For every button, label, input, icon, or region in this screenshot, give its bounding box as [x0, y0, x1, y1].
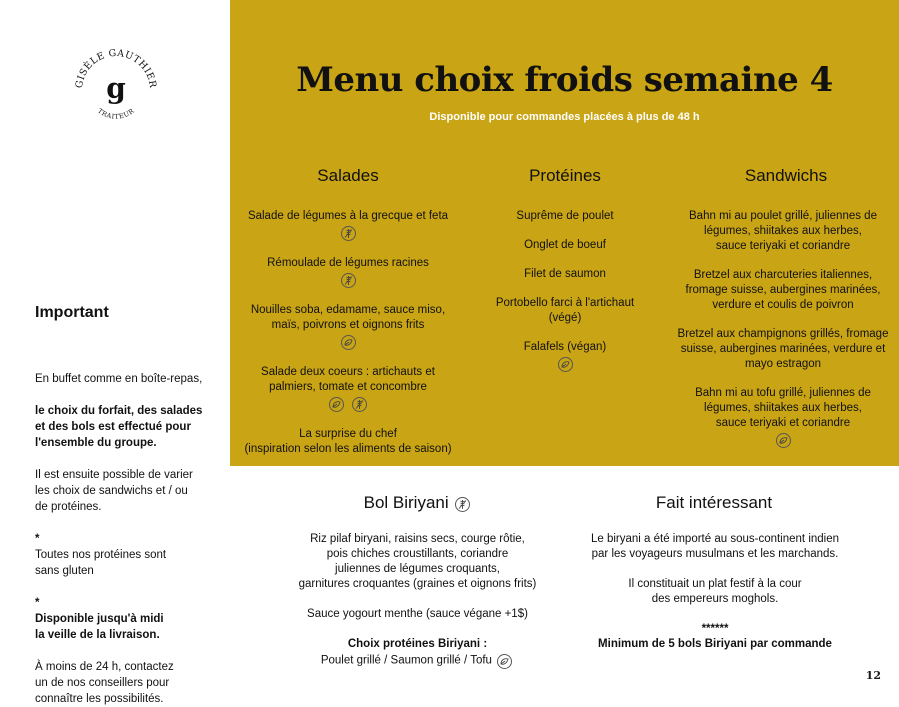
contact-note: À moins de 24 h, contactez un de nos conseillers pour connaître les possibilités. [35, 661, 174, 705]
important-sidebar [35, 305, 225, 707]
traiteur-logo [68, 38, 164, 134]
logo-seal-icon [68, 38, 164, 134]
sandwich-item: Bretzel aux champignons grillés, fromage suisse, aubergines marinées, verdure et mayo estragon [677, 328, 889, 370]
biriyani-sauce: Sauce yogourt menthe (sauce végane +1$) [307, 608, 528, 620]
fait-heading: Fait intéressant [655, 493, 773, 512]
proteine-item: Onglet de boeuf [524, 239, 606, 251]
salade-item: La surprise du chef (inspiration selon les aliments de saison) [244, 428, 452, 455]
vegan-icon [341, 335, 356, 350]
important-heading: Important [35, 304, 109, 321]
proteines-heading: Protéines [529, 166, 601, 185]
salade-item: Nouilles soba, edamame, sauce miso, maïs, poivrons et oignons frits [235, 303, 461, 351]
minimum-order-note: Minimum de 5 bols Biriyani par commande [598, 638, 832, 650]
proteine-item: Falafels (végan) [470, 340, 660, 373]
page-number: 12 [865, 669, 881, 682]
important-text: Il est ensuite possible de varier les choix de sandwichs et / ou de protéines. [35, 469, 193, 513]
page-subtitle: Disponible pour commandes placées à plus de 48 h [429, 111, 700, 123]
asterisks: ****** [701, 623, 729, 635]
salades-list [235, 209, 461, 471]
asterisk: * [35, 597, 40, 609]
asterisk: * [35, 533, 40, 545]
important-bold-text: le choix du forfait, des salades et des bols est effectué pour l'ensemble du groupe. [35, 405, 203, 449]
deadline-note: Disponible jusqu'à midi la veille de la livraison. [35, 613, 164, 641]
fait-text: Le biryani a été importé au sous-continent indien par les voyageurs musulmans et les marchands. [590, 533, 840, 560]
proteine-item: Portobello farci à l'artichaut (végé) [495, 297, 635, 324]
biriyani-section [275, 532, 560, 669]
svg-text:TRAITEUR: TRAITEUR [96, 106, 136, 121]
proteine-item: Suprême de poulet [516, 210, 614, 222]
biriyani-heading: Bol Biriyani [318, 493, 518, 513]
important-text: En buffet comme en boîte-repas, [35, 373, 203, 385]
vegan-icon [329, 397, 344, 412]
fait-section [570, 532, 860, 652]
salades-heading: Salades [317, 166, 379, 185]
page-title: Menu choix froids semaine 4 [296, 60, 833, 100]
fait-text: Il constituait un plat festif à la cour des empereurs moghols. [628, 578, 802, 605]
salade-item: Rémoulade de légumes racines [235, 256, 461, 289]
sandwichs-heading: Sandwichs [744, 166, 828, 185]
svg-text:GISÈLE GAUTHIER: GISÈLE GAUTHIER [73, 47, 159, 89]
sandwich-item: Bretzel aux charcuteries italiennes, fromage suisse, aubergines marinées, verdure et coulis de poivron [685, 269, 881, 311]
biriyani-description: Riz pilaf biryani, raisins secs, courge rôtie, pois chiches croustillants, coriandre juliennes de légumes croquants, garnitures croquantes (graines et oignons frits) [298, 533, 537, 590]
vegan-icon [776, 433, 791, 448]
biriyani-choice-title: Choix protéines Biriyani : [347, 638, 488, 650]
wheat-free-icon [341, 273, 356, 288]
vegan-icon [497, 654, 512, 669]
proteines-list [470, 209, 660, 387]
sandwichs-list [668, 209, 898, 463]
gluten-note: Toutes nos protéines sont sans gluten [35, 549, 167, 577]
svg-text:g: g [106, 72, 126, 105]
sandwich-item: Bahn mi au tofu grillé, juliennes de légumes, shiitakes aux herbes, sauce teriyaki et coriandre [668, 386, 898, 449]
salade-item: Salade de légumes à la grecque et feta [235, 209, 461, 242]
salade-item: Salade deux coeurs : artichauts et palmiers, tomate et concombre [235, 365, 461, 413]
proteine-item: Filet de saumon [524, 268, 606, 280]
wheat-free-icon [455, 497, 470, 512]
sandwich-item: Bahn mi au poulet grillé, juliennes de légumes, shiitakes aux herbes, sauce teriyaki et coriandre [689, 210, 877, 252]
biriyani-choice-list: Poulet grillé / Saumon grillé / Tofu [275, 652, 560, 669]
wheat-free-icon [352, 397, 367, 412]
wheat-free-icon [341, 226, 356, 241]
vegan-icon [558, 357, 573, 372]
